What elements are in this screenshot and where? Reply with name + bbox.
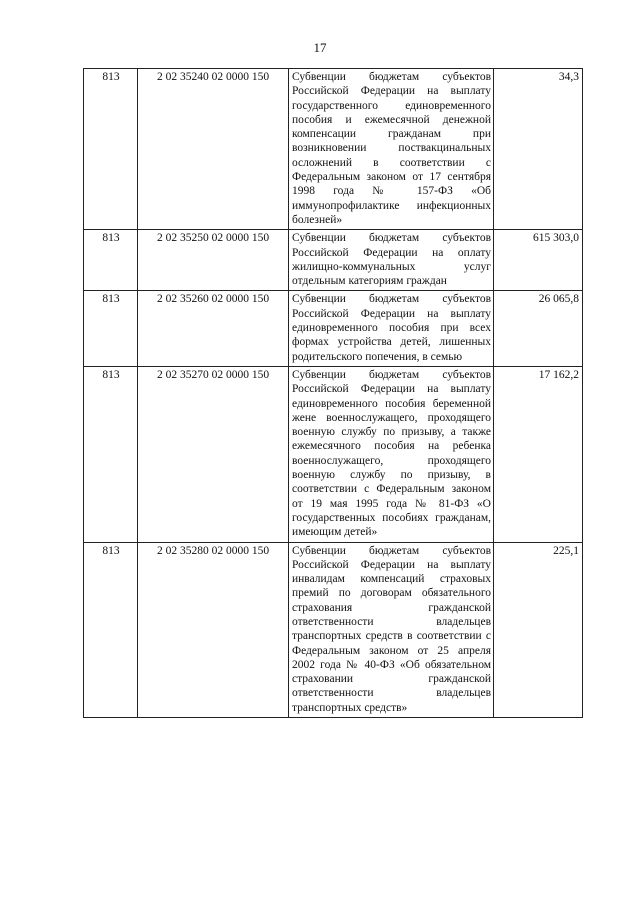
revenue-table [83, 68, 583, 718]
admin-code-cell: 813 [84, 69, 138, 230]
description-cell: Субвенции бюджетам субъектов Российской Федерации на оплату жилищно-коммунальных услуг отдельным категориям граждан [289, 230, 494, 291]
table-row [84, 230, 583, 291]
amount-cell: 17 162,2 [494, 366, 583, 542]
table-row [84, 366, 583, 542]
amount-cell: 34,3 [494, 69, 583, 230]
budget-code-cell: 2 02 35240 02 0000 150 [138, 69, 289, 230]
budget-code-cell: 2 02 35270 02 0000 150 [138, 366, 289, 542]
admin-code-cell: 813 [84, 291, 138, 366]
amount-cell: 225,1 [494, 542, 583, 718]
budget-code-cell: 2 02 35280 02 0000 150 [138, 542, 289, 718]
admin-code-cell: 813 [84, 366, 138, 542]
description-cell: Субвенции бюджетам субъектов Российской Федерации на выплату единовременного пособия беременной жене военнослужащего, проходящего военную службу по призыву, а также ежемесячного пособия на ребенка военнослужащего, проходящего военную службу по призыву, в соответствии с Федеральным законом от 19 мая 1995 года № 81-ФЗ «О государственных пособиях гражданам, имеющим детей» [289, 366, 494, 542]
amount-cell: 26 065,8 [494, 291, 583, 366]
description-cell: Субвенции бюджетам субъектов Российской Федерации на выплату единовременного пособия при всех формах устройства детей, лишенных родительского попечения, в семью [289, 291, 494, 366]
budget-code-cell: 2 02 35260 02 0000 150 [138, 291, 289, 366]
admin-code-cell: 813 [84, 542, 138, 718]
table-row [84, 542, 583, 718]
table-row [84, 69, 583, 230]
budget-code-cell: 2 02 35250 02 0000 150 [138, 230, 289, 291]
admin-code-cell: 813 [84, 230, 138, 291]
amount-cell: 615 303,0 [494, 230, 583, 291]
description-cell: Субвенции бюджетам субъектов Российской Федерации на выплату инвалидам компенсаций страховых премий по договорам обязательного страхования гражданской ответственности владельцев транспортных средств в соответствии с Федеральным законом от 25 апреля 2002 года № 40-ФЗ «Об обязательном страховании гражданской ответственности владельцев транспортных средств» [289, 542, 494, 718]
page-number: 17 [313, 40, 327, 55]
table-row [84, 291, 583, 366]
description-cell: Субвенции бюджетам субъектов Российской Федерации на выплату государственного единовременного пособия и ежемесячной денежной компенсации гражданам при возникновении поствакцинальных осложнений в соответствии с Федеральным законом от 17 сентября 1998 года № 157-ФЗ «Об иммунопрофилактике инфекционных болезней» [289, 69, 494, 230]
